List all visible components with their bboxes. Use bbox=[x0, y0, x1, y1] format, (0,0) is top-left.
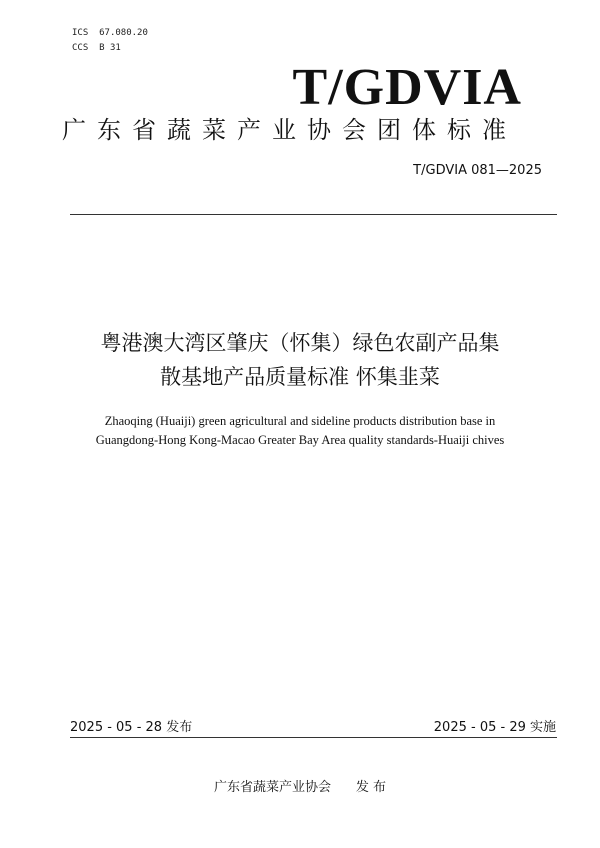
title-en-line2: Guangdong-Hong Kong-Macao Greater Bay Area quality standards-Huaiji chives bbox=[95, 433, 505, 447]
classification-codes bbox=[72, 26, 148, 56]
ics-code: 67.080.20 bbox=[99, 28, 148, 38]
ccs-row bbox=[72, 41, 148, 56]
top-divider bbox=[70, 214, 557, 215]
standard-type-heading: 广东省蔬菜产业协会团体标准 bbox=[62, 116, 517, 144]
org-code-logo: T/GDVIA bbox=[292, 59, 522, 116]
ccs-code: B 31 bbox=[99, 43, 121, 53]
ccs-label: CCS bbox=[72, 43, 89, 53]
title-cn-line1: 粤港澳大湾区肇庆（怀集）绿色农副产品集 bbox=[100, 331, 500, 355]
release-date: 2025 - 05 - 28 发布 bbox=[70, 720, 193, 735]
implement-date: 2025 - 05 - 29 实施 bbox=[433, 720, 556, 735]
bottom-divider bbox=[70, 737, 557, 738]
ics-label: ICS bbox=[72, 28, 89, 38]
standard-number: T/GDVIA 081—2025 bbox=[413, 163, 542, 178]
ics-row bbox=[72, 26, 148, 41]
publisher-line: 广东省蔬菜产业协会 发 布 bbox=[214, 780, 386, 795]
title-en-line1: Zhaoqing (Huaiji) green agricultural and sideline products distribution base in bbox=[104, 414, 496, 428]
title-cn-line2: 散基地产品质量标准 怀集韭菜 bbox=[160, 365, 440, 389]
